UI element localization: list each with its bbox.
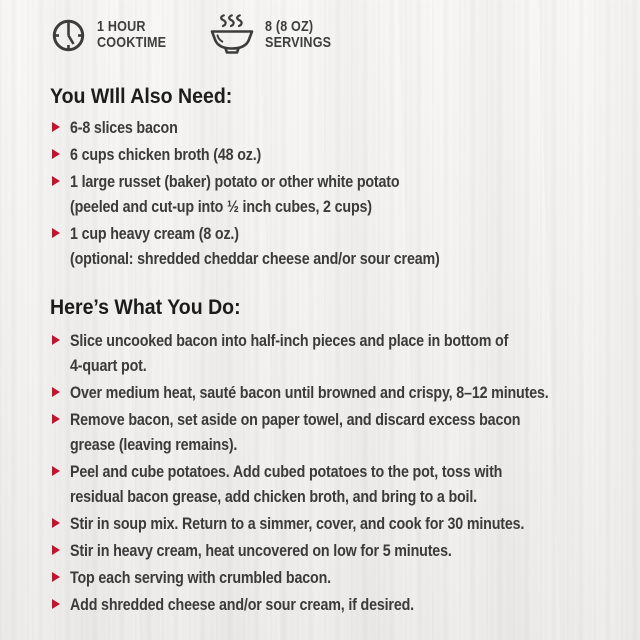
bullet-arrow-icon <box>52 149 60 159</box>
servings-line2: SERVINGS <box>265 34 332 51</box>
step-text: Over medium heat, sauté bacon until browned and crispy, 8–12 minutes. <box>70 383 549 402</box>
list-item <box>52 459 640 509</box>
list-item <box>52 169 640 219</box>
bullet-arrow-icon <box>52 466 60 476</box>
step-text: residual bacon grease, add chicken broth, and bring to a boil. <box>70 487 477 506</box>
ingredient-text: (peeled and cut-up into ½ inch cubes, 2 cups) <box>70 197 372 216</box>
step-text: Add shredded cheese and/or sour cream, if desired. <box>70 595 414 614</box>
step-text: Remove bacon, set aside on paper towel, and discard excess bacon <box>70 410 521 429</box>
step-text: Slice uncooked bacon into half-inch pieces and place in bottom of <box>70 331 509 350</box>
list-item <box>52 538 640 563</box>
soup-bowl-icon <box>209 14 255 56</box>
bullet-arrow-icon <box>52 228 60 238</box>
directions-list <box>52 328 640 617</box>
list-item <box>52 221 640 271</box>
info-header <box>0 0 640 56</box>
list-item <box>52 511 640 536</box>
step-text: Stir in heavy cream, heat uncovered on low for 5 minutes. <box>70 541 452 560</box>
list-item <box>52 328 640 378</box>
also-need-title: You WIll Also Need: <box>50 85 233 108</box>
step-text: Stir in soup mix. Return to a simmer, cover, and cook for 30 minutes. <box>70 514 525 533</box>
cooktime-label <box>97 19 179 51</box>
ingredient-text: 6-8 slices bacon <box>70 118 178 137</box>
servings-label <box>265 19 344 51</box>
ingredient-text: (optional: shredded cheddar cheese and/or sour cream) <box>70 249 440 268</box>
bullet-arrow-icon <box>52 335 60 345</box>
step-text: Top each serving with crumbled bacon. <box>70 568 331 587</box>
bullet-arrow-icon <box>52 122 60 132</box>
ingredient-text: 6 cups chicken broth (48 oz.) <box>70 145 262 164</box>
list-item <box>52 115 640 140</box>
bullet-arrow-icon <box>52 518 60 528</box>
bullet-arrow-icon <box>52 545 60 555</box>
step-text: Peel and cube potatoes. Add cubed potatoes to the pot, toss with <box>70 462 503 481</box>
bullet-arrow-icon <box>52 414 60 424</box>
clock-icon <box>50 17 87 54</box>
list-item <box>52 592 640 617</box>
step-text: 4-quart pot. <box>70 356 147 375</box>
list-item <box>52 407 640 457</box>
cooktime-line1: 1 HOUR <box>97 18 146 35</box>
step-text: grease (leaving remains). <box>70 435 238 454</box>
servings-line1: 8 (8 OZ) <box>265 18 314 35</box>
cooktime-line2: COOKTIME <box>97 34 167 51</box>
ingredient-text: 1 cup heavy cream (8 oz.) <box>70 224 239 243</box>
also-need-list <box>52 115 640 271</box>
list-item <box>52 565 640 590</box>
bullet-arrow-icon <box>52 599 60 609</box>
directions-title: Here’s What You Do: <box>50 296 241 319</box>
servings-info <box>209 14 344 56</box>
bullet-arrow-icon <box>52 387 60 397</box>
ingredient-text: 1 large russet (baker) potato or other white potato <box>70 172 400 191</box>
list-item <box>52 142 640 167</box>
list-item <box>52 380 640 405</box>
bullet-arrow-icon <box>52 572 60 582</box>
cooktime-info <box>50 17 179 54</box>
bullet-arrow-icon <box>52 176 60 186</box>
